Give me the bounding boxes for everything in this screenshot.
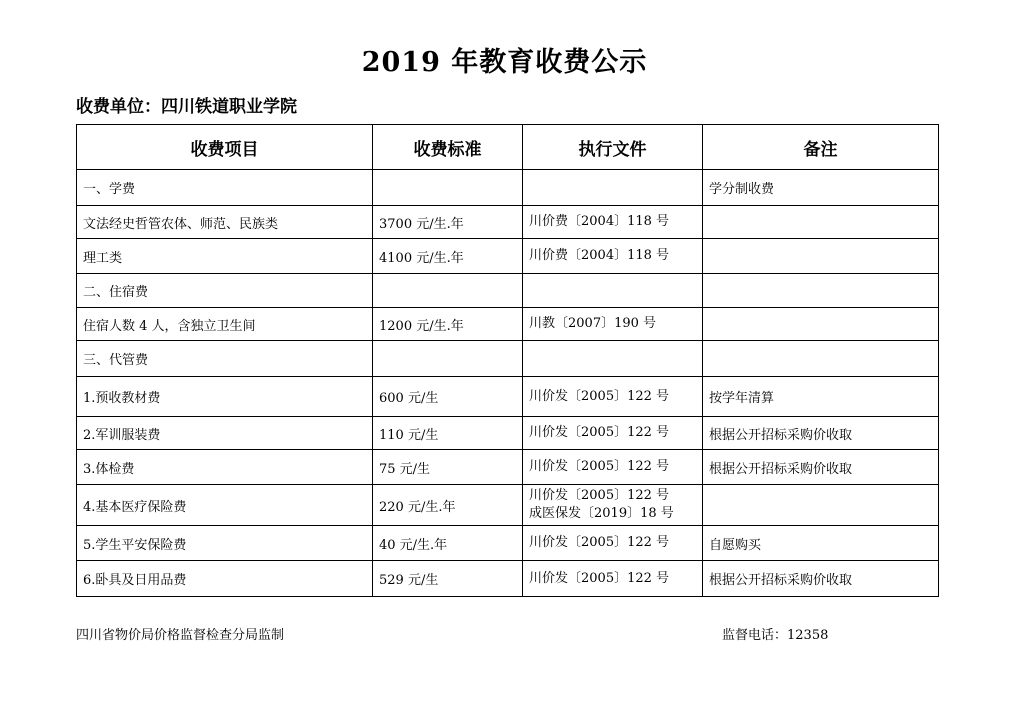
- fee-table-body: [77, 170, 939, 597]
- policy-file: [523, 485, 703, 526]
- policy-file-line: 川价发〔2005〕122 号: [529, 488, 670, 503]
- fee-item: 4.基本医疗保险费: [77, 485, 373, 526]
- header-note: 备注: [703, 125, 939, 170]
- fee-note: 学分制收费: [703, 170, 939, 206]
- policy-file: [523, 206, 703, 239]
- fee-item: 3.体检费: [77, 450, 373, 485]
- policy-file: [523, 377, 703, 417]
- fee-note: 根据公开招标采购价收取: [703, 561, 939, 597]
- fee-note: [703, 239, 939, 274]
- fee-standard: 3700 元/生.年: [373, 206, 523, 239]
- fee-item: 5.学生平安保险费: [77, 526, 373, 561]
- fee-standard: [373, 341, 523, 377]
- charging-unit: 收费单位：四川铁道职业学院: [76, 97, 297, 117]
- policy-file: [523, 526, 703, 561]
- fee-item: 6.卧具及日用品费: [77, 561, 373, 597]
- fee-standard: 529 元/生: [373, 561, 523, 597]
- policy-file: [523, 170, 703, 206]
- policy-file: [523, 341, 703, 377]
- header-item: 收费项目: [77, 125, 373, 170]
- section-row: [77, 341, 939, 377]
- policy-file-line: 川价发〔2005〕122 号: [529, 535, 670, 550]
- fee-item: 住宿人数 4 人，含独立卫生间: [77, 308, 373, 341]
- policy-file: [523, 417, 703, 450]
- table-row: [77, 239, 939, 274]
- policy-file: [523, 561, 703, 597]
- fee-note: 根据公开招标采购价收取: [703, 417, 939, 450]
- table-row: [77, 417, 939, 450]
- fee-note: 按学年清算: [703, 377, 939, 417]
- section-title: 二、住宿费: [77, 274, 373, 308]
- section-row: [77, 274, 939, 308]
- table-row: [77, 450, 939, 485]
- fee-standard: 600 元/生: [373, 377, 523, 417]
- header-standard: 收费标准: [373, 125, 523, 170]
- table-row: [77, 206, 939, 239]
- fee-item: 文法经史哲管农体、师范、民族类: [77, 206, 373, 239]
- fee-note: [703, 341, 939, 377]
- table-row: [77, 526, 939, 561]
- table-row: [77, 561, 939, 597]
- table-row: [77, 377, 939, 417]
- fee-note: 自愿购买: [703, 526, 939, 561]
- fee-table: [76, 124, 939, 597]
- policy-file-line: 川价费〔2004〕118 号: [529, 248, 670, 263]
- policy-file: [523, 274, 703, 308]
- table-header-row: [77, 125, 939, 170]
- fee-note: 根据公开招标采购价收取: [703, 450, 939, 485]
- section-row: [77, 170, 939, 206]
- fee-standard: 220 元/生.年: [373, 485, 523, 526]
- hotline-number: 12358: [787, 628, 829, 643]
- policy-file-line: 川价费〔2004〕118 号: [529, 214, 670, 229]
- fee-note: [703, 308, 939, 341]
- fee-standard: [373, 274, 523, 308]
- policy-file: [523, 450, 703, 485]
- fee-note: [703, 485, 939, 526]
- fee-standard: [373, 170, 523, 206]
- fee-item: 理工类: [77, 239, 373, 274]
- policy-file-line: 成医保发〔2019〕18 号: [529, 506, 674, 521]
- fee-item: 1.预收教材费: [77, 377, 373, 417]
- policy-file-line: 川价发〔2005〕122 号: [529, 388, 670, 404]
- header-file: 执行文件: [523, 125, 703, 170]
- fee-note: [703, 206, 939, 239]
- fee-item: 2.军训服装费: [77, 417, 373, 450]
- policy-file-line: 川价发〔2005〕122 号: [529, 459, 670, 474]
- hotline: [722, 624, 828, 643]
- policy-file-line: 川价发〔2005〕122 号: [529, 425, 670, 440]
- fee-note: [703, 274, 939, 308]
- fee-standard: 110 元/生: [373, 417, 523, 450]
- policy-file: [523, 239, 703, 274]
- page-title: 2019 年教育收费公示: [361, 47, 648, 78]
- policy-file-line: 川价发〔2005〕122 号: [529, 570, 670, 586]
- fee-standard: 75 元/生: [373, 450, 523, 485]
- issuer-text: 四川省物价局价格监督检查分局监制: [76, 628, 285, 643]
- fee-standard: 4100 元/生.年: [373, 239, 523, 274]
- table-row: [77, 308, 939, 341]
- hotline-label: 监督电话：: [722, 628, 788, 643]
- table-row: [77, 485, 939, 526]
- policy-file: [523, 308, 703, 341]
- section-title: 一、学费: [77, 170, 373, 206]
- fee-standard: 1200 元/生.年: [373, 308, 523, 341]
- policy-file-line: 川教〔2007〕190 号: [529, 316, 657, 331]
- section-title: 三、代管费: [77, 341, 373, 377]
- fee-standard: 40 元/生.年: [373, 526, 523, 561]
